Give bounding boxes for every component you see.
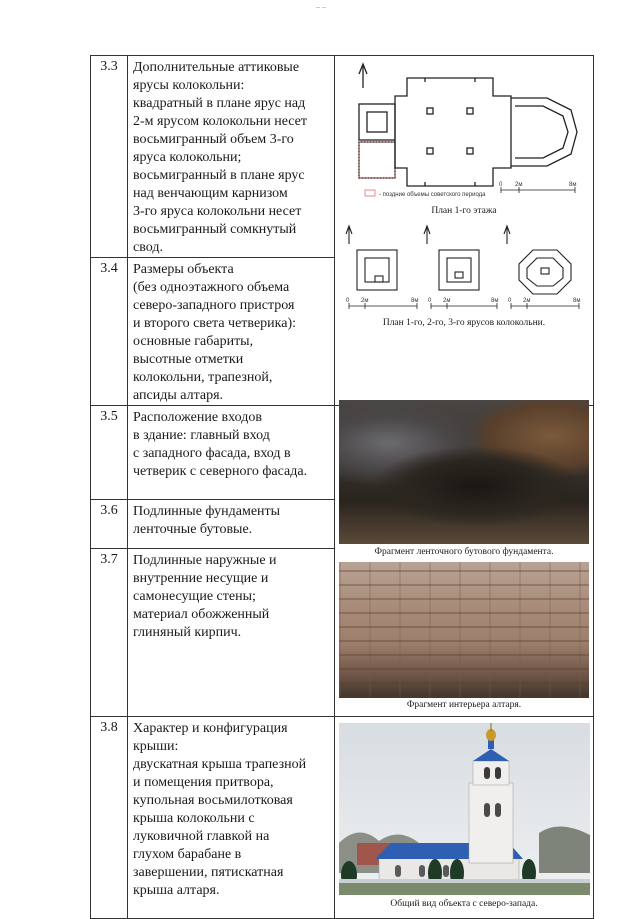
scale-zero: 0 xyxy=(499,182,503,188)
text-line: свод. xyxy=(133,240,163,255)
row-number: 3.4 xyxy=(91,258,128,406)
tier2-scale-zero: 0 xyxy=(428,298,432,304)
church-caption: Общий вид объекта с северо-запада. xyxy=(390,899,538,909)
tier3-scale-end: 8м xyxy=(573,298,581,304)
text-line: и помещения притвора, xyxy=(133,775,274,790)
altar-interior-photo xyxy=(339,562,589,698)
text-line: Подлинные фундаменты xyxy=(133,503,281,519)
text-line: восьмигранный сомкнутый xyxy=(133,222,297,237)
row-number: 3.8 xyxy=(91,717,128,919)
text-line: яруса колокольни; xyxy=(133,150,242,165)
text-line: апсиды алтаря. xyxy=(133,388,224,403)
text-line: квадратный в плане ярус над xyxy=(133,96,306,111)
text-line: высотные отметки xyxy=(133,352,244,367)
interior-caption: Фрагмент интерьера алтаря. xyxy=(406,700,522,710)
row-description xyxy=(128,549,335,717)
text-line: колокольни, трапезной, xyxy=(133,370,273,385)
foundation-caption: Фрагмент ленточного бутового фундамента. xyxy=(374,547,554,557)
page-mark: – – xyxy=(316,2,326,11)
text-line: северо-западного пристроя xyxy=(133,298,295,313)
text-line: основные габариты, xyxy=(133,334,254,349)
table-row xyxy=(91,717,594,919)
tier2-scale-mid: 2м xyxy=(443,298,451,304)
photos-figure-cell xyxy=(335,406,594,717)
text-line: ярусы колокольни: xyxy=(133,78,245,93)
tier1-scale-zero: 0 xyxy=(346,298,350,304)
tier3-scale-mid: 2м xyxy=(523,298,531,304)
text-line: восьмигранный объем 3-го xyxy=(133,132,294,147)
text-line: (без одноэтажного объема xyxy=(133,280,290,295)
row-description xyxy=(128,717,335,919)
text-line: завершении, пятискатная xyxy=(133,865,284,880)
text-line: Подлинные наружные и xyxy=(133,553,277,569)
text-line: над венчающим карнизом xyxy=(133,186,288,201)
text-line: крыша алтаря. xyxy=(133,883,220,898)
text-line: глиняный кирпич. xyxy=(133,625,242,641)
row-number: 3.7 xyxy=(91,549,128,717)
tier-plans-caption: План 1-го, 2-го, 3-го ярусов колокольни. xyxy=(382,318,546,328)
plan-caption: План 1-го этажа xyxy=(431,206,497,216)
row-description xyxy=(128,56,335,258)
tier2-scale-end: 8м xyxy=(491,298,499,304)
row-description xyxy=(128,406,335,500)
text-line: Размеры объекта xyxy=(133,262,234,277)
church-figure-cell xyxy=(335,717,594,919)
text-line: 3-го яруса колокольни несет xyxy=(133,204,302,219)
table-row xyxy=(91,406,594,500)
text-line: ленточные бутовые. xyxy=(133,521,253,537)
text-line: крыши: xyxy=(133,739,179,754)
tier3-scale-zero: 0 xyxy=(508,298,512,304)
scale-mid: 2м xyxy=(515,182,523,188)
text-line: Характер и конфигурация xyxy=(133,721,288,736)
foundation-photo xyxy=(339,400,589,544)
plans-figure-cell xyxy=(335,56,594,406)
tier1-scale-mid: 2м xyxy=(361,298,369,304)
row-description xyxy=(128,258,335,406)
text-line: в здание: главный вход xyxy=(133,428,270,443)
object-description-table xyxy=(90,55,594,919)
text-line: внутренние несущие и xyxy=(133,571,269,587)
text-line: самонесущие стены; xyxy=(133,589,256,605)
tier-plans-drawing xyxy=(335,222,594,322)
tier1-scale-end: 8м xyxy=(411,298,419,304)
text-line: четверик с северного фасада. xyxy=(133,464,308,479)
text-line: восьмигранный в плане ярус xyxy=(133,168,305,183)
church-photo xyxy=(339,723,590,895)
plan-legend-text: - поздние объемы советского периода xyxy=(379,192,486,198)
text-line: материал обожженный xyxy=(133,607,270,623)
row-number: 3.3 xyxy=(91,56,128,258)
row-number: 3.6 xyxy=(91,499,128,548)
text-line: купольная восьмилотковая xyxy=(133,793,293,808)
text-line: крыша колокольни с xyxy=(133,811,255,826)
text-line: Дополнительные аттиковые xyxy=(133,60,300,75)
text-line: Расположение входов xyxy=(133,410,262,425)
row-description xyxy=(128,499,335,548)
text-line: глухом барабане в xyxy=(133,847,242,862)
row-number: 3.5 xyxy=(91,406,128,500)
floor-plan-drawing xyxy=(335,56,594,221)
text-line: двускатная крыша трапезной xyxy=(133,757,307,772)
text-line: с западного фасада, вход в xyxy=(133,446,291,461)
text-line: и второго света четверика): xyxy=(133,316,297,331)
scale-end: 8м xyxy=(569,182,577,188)
table-row xyxy=(91,56,594,258)
text-line: луковичной главкой на xyxy=(133,829,270,844)
text-line: 2-м ярусом колокольни несет xyxy=(133,114,308,129)
